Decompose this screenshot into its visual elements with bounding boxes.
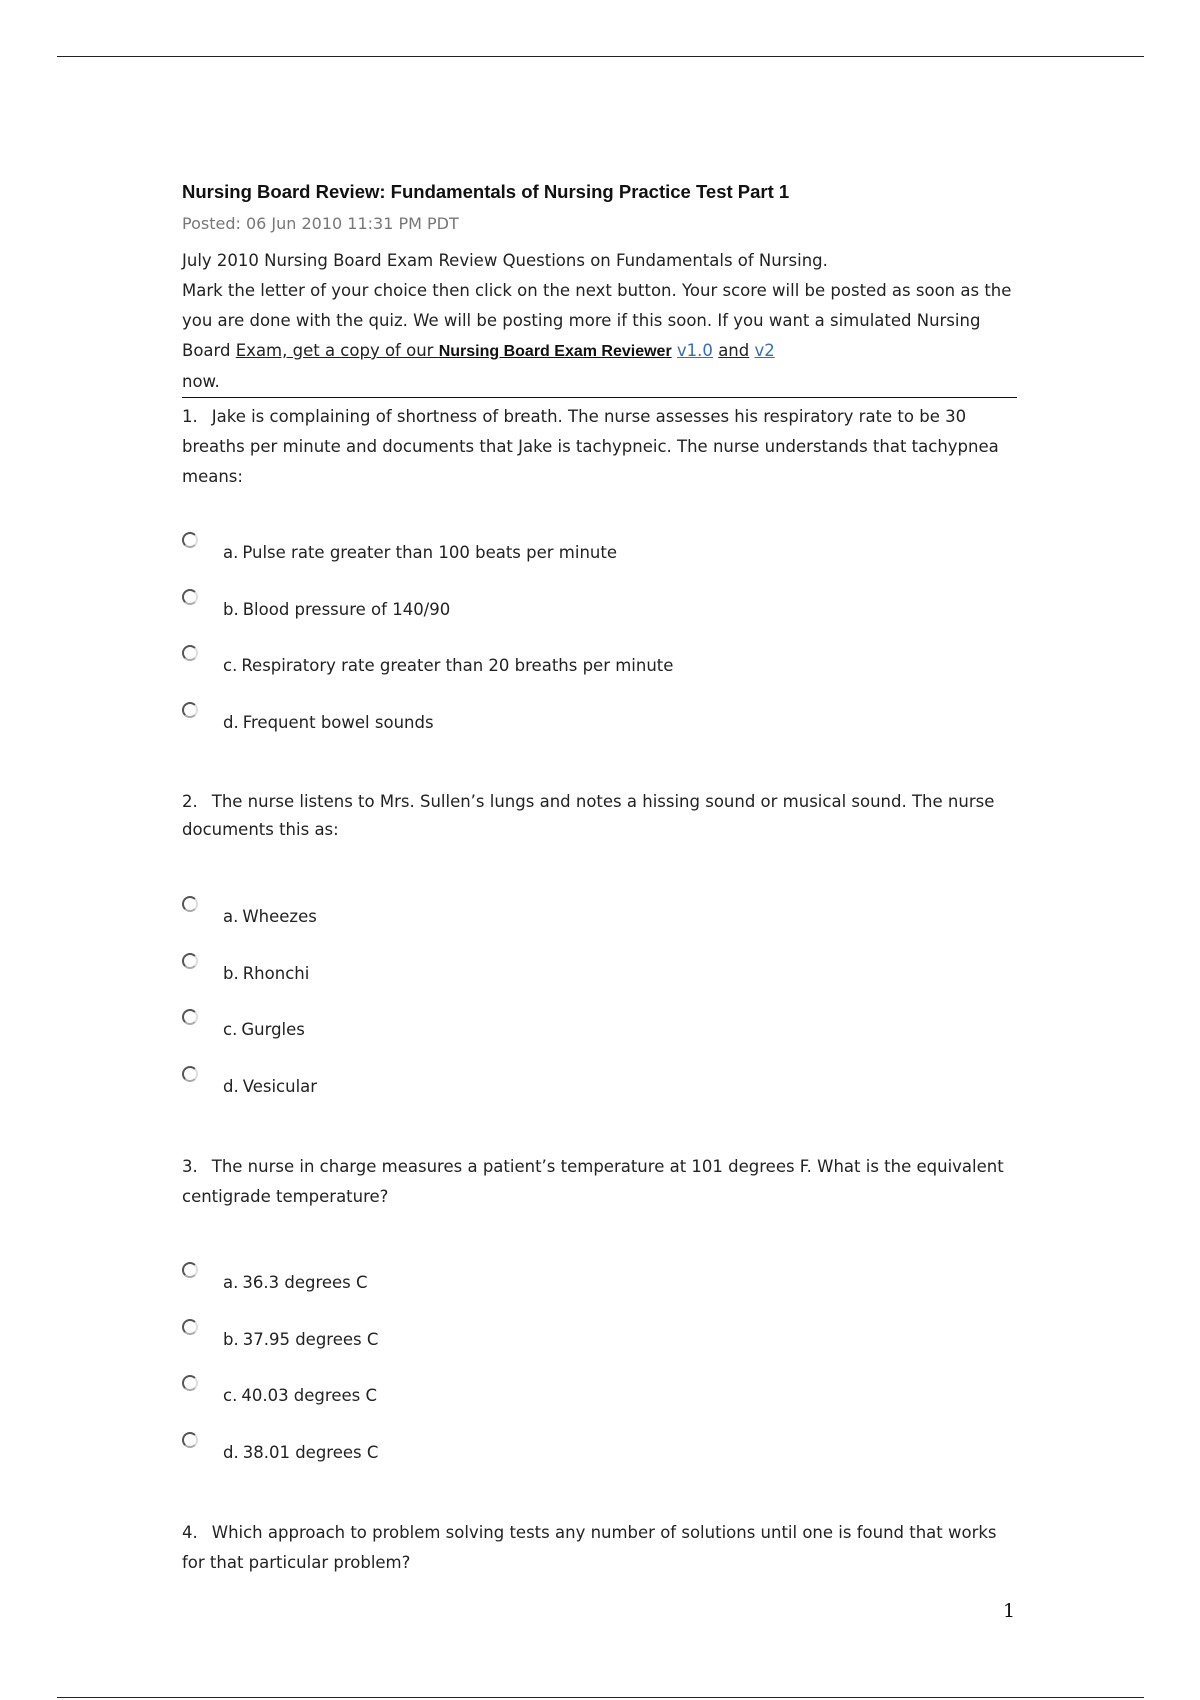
option-letter: c. [223, 656, 238, 675]
option-text: 37.95 degrees C [242, 1329, 379, 1349]
option-text: 40.03 degrees C [241, 1386, 377, 1405]
radio-button[interactable] [182, 702, 198, 718]
option-letter: a. [223, 1273, 239, 1292]
question-text: The nurse listens to Mrs. Sullen’s lungs and notes a hissing sound or musical sound. The nurse documents this as: [182, 792, 995, 839]
option-text: 38.01 degrees C [242, 1442, 379, 1462]
question-3 [182, 1152, 1022, 1212]
question-2 [182, 788, 1022, 844]
separator-rule [182, 397, 1017, 398]
option-letter: c. [223, 1020, 238, 1039]
option-letter: c. [223, 1386, 238, 1405]
option-text: Pulse rate greater than 100 beats per minute [242, 543, 617, 562]
intro-line-2: Mark the letter of your choice then click on the next button. Your score will be posted as soon as the you are done with the quiz. We will be posting more if this soon. If you want a simulated Nursing Board [182, 281, 1012, 360]
intro-paragraph [182, 246, 1022, 397]
option-q2-b[interactable] [182, 953, 1022, 1010]
option-letter: a. [223, 907, 239, 926]
option-q3-b[interactable] [182, 1319, 1022, 1376]
question-text: The nurse in charge measures a patient’s temperature at 101 degrees F. What is the equivalent centigrade temperature? [182, 1157, 1004, 1206]
option-text: Respiratory rate greater than 20 breaths per minute [241, 656, 674, 675]
option-q3-a[interactable] [182, 1262, 1022, 1319]
option-q1-b[interactable] [182, 589, 1022, 646]
option-letter: a. [223, 543, 239, 562]
page-number: 1 [1003, 1600, 1016, 1622]
option-letter: b. [223, 599, 239, 619]
option-q1-d[interactable] [182, 702, 1022, 759]
radio-button[interactable] [182, 1066, 198, 1082]
option-letter: b. [223, 1329, 239, 1349]
radio-button[interactable] [182, 532, 198, 548]
question-text: Which approach to problem solving tests any number of solutions until one is found that works for that particular problem? [182, 1523, 997, 1572]
radio-button[interactable] [182, 645, 198, 661]
intro-link-prefix[interactable]: Exam, get a copy of our [235, 341, 439, 360]
option-letter: b. [223, 963, 239, 983]
question-number: 4. [182, 1523, 198, 1542]
options-q1 [182, 532, 1022, 758]
and-text: and [718, 341, 750, 360]
options-q3 [182, 1262, 1022, 1488]
bottom-rule [57, 1697, 1144, 1698]
radio-button[interactable] [182, 1319, 198, 1335]
radio-button[interactable] [182, 1009, 198, 1025]
question-text: Jake is complaining of shortness of breath. The nurse assesses his respiratory rate to be 30 breaths per minute and documents that Jake is tachypneic. The nurse understands that tachypnea means: [182, 407, 999, 486]
v1-link[interactable]: v1.0 [676, 341, 713, 360]
option-text: Vesicular [242, 1076, 318, 1096]
radio-button[interactable] [182, 896, 198, 912]
document-content [182, 180, 1022, 1578]
v2-link[interactable]: v2 [754, 341, 775, 360]
reviewer-link[interactable]: Nursing Board Exam Reviewer [438, 343, 672, 360]
options-q2 [182, 896, 1022, 1122]
option-text: Wheezes [242, 907, 317, 926]
option-text: 36.3 degrees C [242, 1273, 368, 1292]
radio-button[interactable] [182, 1432, 198, 1448]
option-text: Rhonchi [242, 963, 310, 983]
option-letter: d. [223, 1442, 239, 1462]
option-text: Blood pressure of 140/90 [242, 599, 451, 619]
radio-button[interactable] [182, 1262, 198, 1278]
question-1 [182, 402, 1022, 492]
option-q3-d[interactable] [182, 1432, 1022, 1489]
option-q3-c[interactable] [182, 1375, 1022, 1432]
option-q1-a[interactable] [182, 532, 1022, 589]
option-letter: d. [223, 1076, 239, 1096]
option-q1-c[interactable] [182, 645, 1022, 702]
question-4 [182, 1518, 1022, 1578]
option-q2-a[interactable] [182, 896, 1022, 953]
option-q2-c[interactable] [182, 1009, 1022, 1066]
radio-button[interactable] [182, 1375, 198, 1391]
option-q2-d[interactable] [182, 1066, 1022, 1123]
page-title: Nursing Board Review: Fundamentals of Nursing Practice Test Part 1 [182, 181, 790, 202]
top-rule [57, 56, 1144, 57]
question-number: 2. [182, 792, 198, 811]
option-letter: d. [223, 712, 239, 732]
question-number: 1. [182, 407, 198, 426]
now-text: now. [182, 372, 220, 391]
question-number: 3. [182, 1157, 198, 1176]
option-text: Gurgles [241, 1020, 305, 1039]
option-text: Frequent bowel sounds [242, 712, 434, 732]
intro-line-1: July 2010 Nursing Board Exam Review Questions on Fundamentals of Nursing. [182, 251, 828, 270]
radio-button[interactable] [182, 589, 198, 605]
radio-button[interactable] [182, 953, 198, 969]
posted-date: Posted: 06 Jun 2010 11:31 PM PDT [182, 214, 459, 233]
